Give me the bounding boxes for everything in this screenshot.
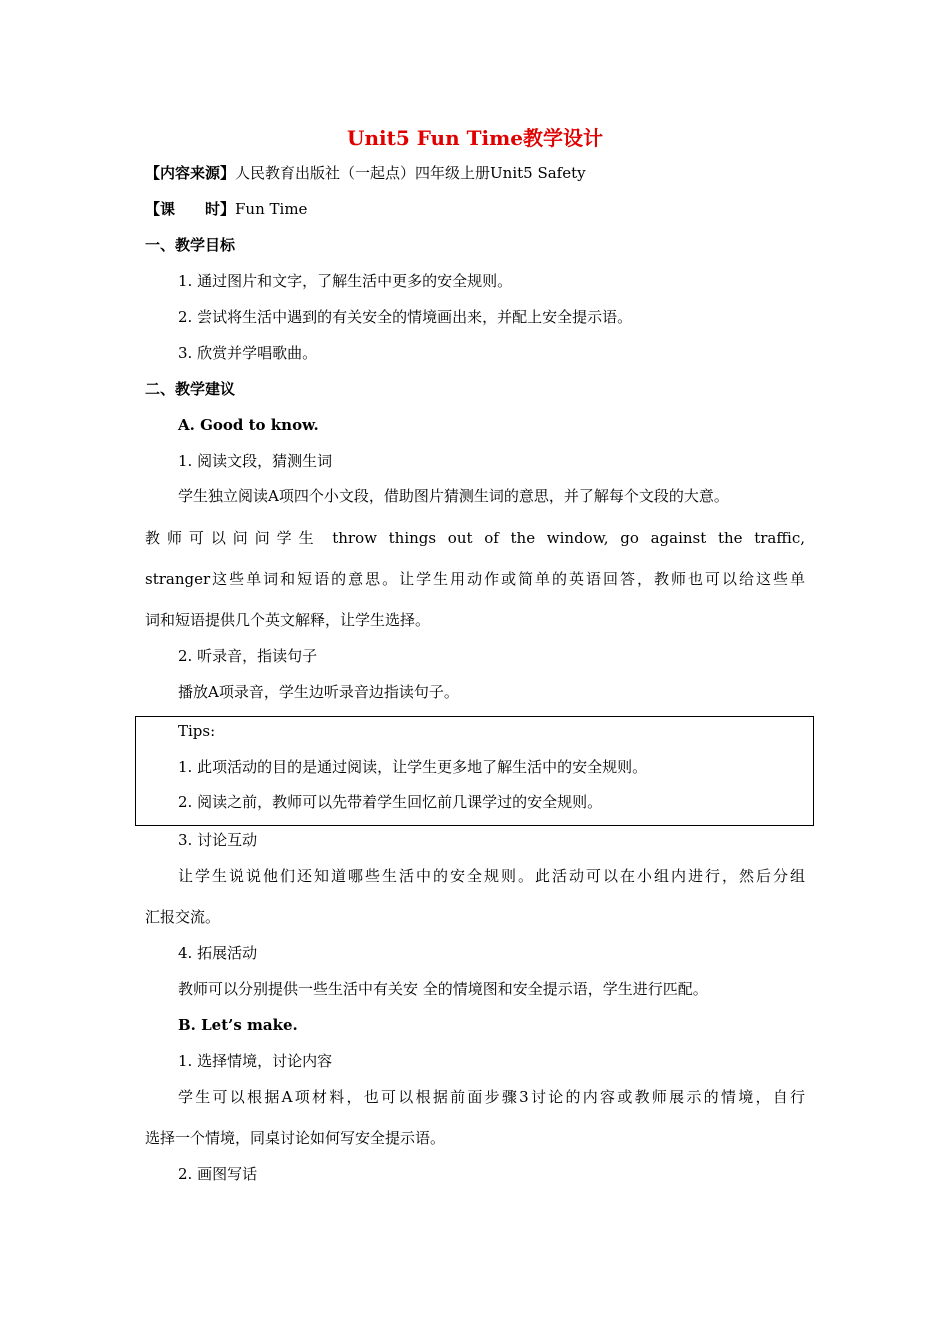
step-title: 2. 听录音，指读句子 (178, 647, 318, 665)
tips-item: 1. 此项活动的目的是通过阅读，让学生更多地了解生活中的安全规则。 (178, 758, 648, 776)
class-period-label: 【课 时】 (145, 200, 236, 218)
paragraph-line: 教师可以分别提供一些生活中有关安 全的情境图和安全提示语，学生进行匹配。 (178, 980, 708, 998)
step-title: 1. 阅读文段，猜测生词 (178, 452, 333, 470)
section-heading-objectives: 一、教学目标 (145, 236, 236, 254)
paragraph-line: 词和短语提供几个英文解释，让学生选择。 (145, 611, 431, 629)
paragraph-line: 选择一个情境，同桌讨论如何写安全提示语。 (145, 1129, 446, 1147)
content-source (145, 163, 586, 183)
objective-item: 2. 尝试将生活中遇到的有关安全的情境画出来，并配上安全提示语。 (178, 308, 633, 326)
content-source-label: 【内容来源】 (145, 164, 236, 182)
paragraph-line: 学生独立阅读A项四个小文段，借助图片猜测生词的意思，并了解每个文段的大意。 (178, 487, 729, 505)
step-title: 4. 拓展活动 (178, 944, 258, 962)
paragraph-line: 汇报交流。 (145, 908, 221, 926)
objective-item: 3. 欣赏并学唱歌曲。 (178, 344, 318, 362)
content-source-value: 人民教育出版社（一起点）四年级上册Unit5 Safety (235, 164, 586, 182)
objective-item: 1. 通过图片和文字，了解生活中更多的安全规则。 (178, 272, 513, 290)
paragraph-line: 学生可以根据A项材料，也可以根据前面步骤3讨论的内容或教师展示的情境，自行 (178, 1088, 805, 1106)
tips-title: Tips: (178, 722, 216, 740)
paragraph-line: 让学生说说他们还知道哪些生活中的安全规则。此活动可以在小组内进行，然后分组 (178, 867, 805, 885)
paragraph-line: 教师可以问问学生 throw things out of the window, go against the traffic, (145, 529, 805, 547)
step-title: 2. 画图写话 (178, 1165, 258, 1183)
part-b-heading: B. Let’s make. (178, 1016, 298, 1034)
step-title: 1. 选择情境，讨论内容 (178, 1052, 333, 1070)
section-heading-suggestions: 二、教学建议 (145, 380, 236, 398)
tips-item: 2. 阅读之前，教师可以先带着学生回忆前几课学过的安全规则。 (178, 793, 603, 811)
step-title: 3. 讨论互动 (178, 831, 258, 849)
document-title: Unit5 Fun Time教学设计 (347, 126, 603, 150)
class-period-value: Fun Time (235, 200, 308, 218)
paragraph-line: stranger这些单词和短语的意思。让学生用动作或简单的英语回答，教师也可以给这些单 (145, 570, 805, 588)
paragraph-line: 播放A项录音，学生边听录音边指读句子。 (178, 683, 459, 701)
part-a-heading: A. Good to know. (178, 416, 319, 434)
class-period (145, 199, 307, 219)
